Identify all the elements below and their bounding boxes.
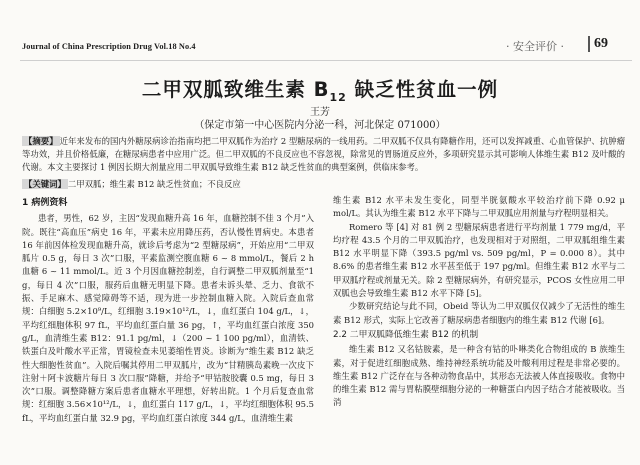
author: 王芳 — [310, 107, 330, 118]
article-title — [0, 74, 640, 104]
header-rule — [20, 60, 632, 61]
journal-header: Journal of China Prescription Drug Vol.18 No.4 — [22, 42, 196, 51]
left-column — [22, 194, 314, 425]
title-subscript: 12 — [329, 90, 347, 104]
title-text: 二甲双胍致维生素 B — [141, 78, 330, 101]
abstract-text: 近年来发布的国内外糖尿病诊治指南均把二甲双胍作为治疗 2 型糖尿病的一线用药。二甲双胍不仅具有降糖作用，还可以发挥减重、心血管保护、抗肿瘤等功效，并且价格低廉，在糖尿病患者中应用广泛。但二甲双胍的不良反应也不容忽视，除常见的胃肠道反应外，多项研究显示其可影响人体维生素 B12 及叶酸的代谢。本文主要探讨 1 例因长期大剂量应用二甲双胍导致维生素 B12 缺乏性贫血的典型案例，供临床参考。 — [22, 136, 625, 172]
abstract-tag: 【摘要】 — [24, 136, 58, 146]
keywords — [22, 178, 625, 191]
section-label: · 安全评价 · — [506, 40, 564, 53]
header-divider — [588, 36, 590, 52]
discussion-paragraph-1: 维生素 B12 水平未发生变化，同型半胱氨酸水平较治疗前下降 0.92 μ mol/L。其认为维生素 B12 水平下降与二甲双胍应用剂量与疗程明显相关。 — [333, 195, 625, 219]
discussion-paragraph-2: Romero 等 [4] 对 81 例 2 型糖尿病患者进行平均剂量 1 779 mg/d，平均疗程 43.5 个月的二甲双胍治疗，也发现相对于对照组，二甲双胍组维生素 B12 水平明显下降（393.5 pg/ml vs. 509 pg/ml，P = 0.000 8）。其中 8.6% 的患者维生素 B12 水平甚至低于 197 pg/ml。但维生素 B12 水平与二甲双胍疗程或剂量无关。除 2 型糖尿病外，有研究显示，PCOS 女性应用二甲双胍也会导致维生素 B12 水平下降 [5]。 — [333, 221, 625, 299]
abstract — [22, 135, 625, 174]
keywords-tag: 【关键词】 — [24, 179, 66, 189]
keywords-text: 二甲双胍；维生素 B12 缺乏性贫血；不良反应 — [67, 179, 241, 189]
right-column — [333, 194, 625, 410]
title-text-end: 缺乏性贫血一例 — [346, 78, 499, 101]
case-paragraph: 患者，男性，62 岁，主因“发现血糖升高 16 年，血糖控制不佳 3 个月”入院。既往“高血压”病史 16 年，平素未应用降压药，否认慢性胃病史。本患者 16 年前因体检发现血糖升高，就诊后考虑为“2 型糖尿病”，开始应用“二甲双胍片 0.5 g，每日 3 次”口服，平素监测空腹血糖 6 ~ 8 mmol/L，餐后 2 h 血糖 6 ~ 11 mmol/L。近 3 个月因血糖控制差，自行调整二甲双胍剂量至“1 g，每日 4 次”口服，服药后血糖无明显下降。患者未诉头晕、乏力、食欲不振、手足麻木、感觉障碍等不适，现为进一步控制血糖入院。入院后查血常规：白细胞 5.2×10⁹/L，红细胞 3.19×10¹²/L，↓，血红蛋白 104 g/L，↓，平均红细胞体积 97 fL，平均血红蛋白量 36 pg，↑，平均血红蛋白浓度 350 g/L，血清维生素 B12：91.1 pg/ml，↓（200 ~ 1 100 pg/ml），血清铁、铁蛋白及叶酸水平正常，胃镜检查未见萎缩性胃炎。诊断为“维生素 B12 缺乏性大细胞性贫血”。入院后嘱其停用二甲双胍片，改为“甘精胰岛素晚一次皮下注射＋阿卡波糖片每日 3 次口服”降糖，并给予“甲钴胺胶囊 0.5 mg，每日 3 次”口服。调整降糖方案后患者血糖水平理想，好转出院。1 个月后复查血常规：红细胞 3.56×10¹²/L，↓，血红蛋白 117 g/L，↓，平均红细胞体积 95.5 fL，平均血红蛋白量 32.9 pg，平均血红蛋白浓度 344 g/L，血清维生素 — [22, 213, 314, 423]
subsection-heading-mechanism: 2.2 二甲双胍降低维生素 B12 的机制 — [333, 329, 479, 340]
page-number: 69 — [594, 36, 608, 51]
section-heading-case: 1 病例资料 — [22, 198, 68, 208]
affiliation: （保定市第一中心医院内分泌一科，河北保定 071000） — [194, 120, 446, 131]
discussion-paragraph-3: 少数研究结论与此不同，Obeid 等认为二甲双胍仅仅减少了无活性的维生素 B12 形式，实际上它改善了糖尿病患者细胞内的维生素 B12 代谢 [6]。 — [333, 301, 625, 325]
discussion-paragraph-4: 维生素 B12 又名钴胺素，是一种含有钴的卟啉类化合物组成的 B 族维生素，对于促进红细胞成熟、维持神经系统功能及叶酸利用过程是非常必要的。维生素 B12 广泛存在与各种动物食品中，其形态无法被人体直接吸收。食物中的维生素 B12 需与胃粘膜壁细胞分泌的一种糖蛋白内因子结合才能被吸收。当消 — [333, 344, 625, 408]
